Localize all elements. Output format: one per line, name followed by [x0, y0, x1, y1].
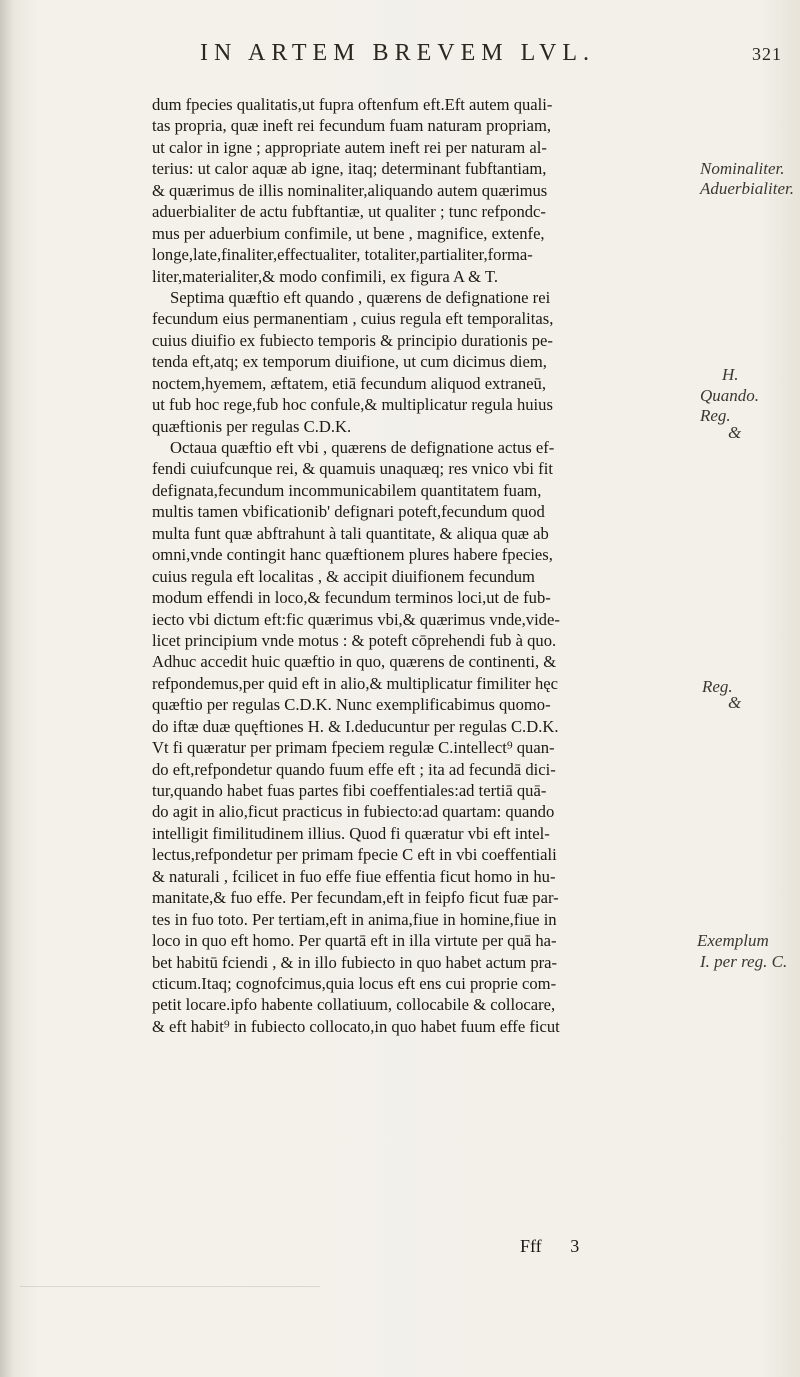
text-line: quæftio per regulas C.D.K. Nunc exemplificabimus quomo- — [152, 695, 551, 715]
gutter-shadow — [0, 0, 14, 1377]
text-line: Adhuc accedit huic quæftio in quo, quærens de continenti, & — [152, 652, 557, 672]
text-line: multis tamen vbificationib' defignari poteft,fecundum quod — [152, 502, 545, 522]
page-footer — [520, 1236, 579, 1257]
text-line: fecundum eius permanentiam , cuius regula eft temporalitas, — [152, 309, 554, 329]
text-line: do agit in alio,ficut practicus in fubiecto:ad quartam: quando — [152, 802, 555, 822]
text-line: mus per aduerbium confimile, ut bene , magnifice, extenfe, — [152, 223, 545, 243]
text-line: manitate,& fuo effe. Per fecundam,eft in feipfo ficut fuæ par- — [152, 888, 559, 908]
margin-note: Aduerbialiter. — [700, 179, 794, 198]
text-line: tas propria, quæ ineft rei fecundum fuam naturam propriam, — [152, 116, 552, 136]
text-line: lectus,refpondetur per primam fpecie C eft in vbi coeffentiali — [152, 845, 557, 865]
text-line: & quærimus de illis nominaliter,aliquando autem quærimus — [152, 180, 548, 200]
page-header — [200, 34, 800, 74]
text-line: terius: ut calor aquæ ab igne, itaq; determinant fubftantiam, — [152, 159, 547, 179]
text-line: Septima quæftio eft quando , quærens de defignatione rei — [170, 287, 551, 307]
margin-note: & — [728, 693, 742, 712]
margin-note: & — [728, 423, 742, 442]
margin-note: Exemplum — [697, 931, 769, 950]
text-line: cuius regula eft localitas , & accipit diuifionem fecundum — [152, 566, 535, 586]
text-line: do iftæ duæ quęftiones H. & I.deducuntur per regulas C.D.K. — [152, 716, 559, 736]
text-line: fendi cuiufcunque rei, & quamuis unaquæq; res vnico vbi fit — [152, 459, 553, 479]
text-line: licet principium vnde motus : & poteft cōprehendi fub à quo. — [152, 630, 557, 650]
text-line: cticum.Itaq; cognofcimus,quia locus eft ens cui proprie com- — [152, 973, 557, 993]
text-line: longe,late,finaliter,effectualiter, totaliter,partialiter,forma- — [152, 245, 533, 265]
text-line: bet habitū fciendi , & in illo fubiecto in quo habet actum pra- — [152, 952, 558, 972]
margin-note: Quando. — [700, 386, 760, 405]
text-line: liter,materialiter,& modo confimili, ex figura A & T. — [152, 266, 498, 286]
text-line: & naturali , fcilicet in fuo effe fiue effentia ficut homo in hu- — [152, 866, 556, 886]
margin-note: Nominaliter. — [700, 159, 785, 178]
text-line: loco in quo eft homo. Per quartā eft in illa virtute per quā ha- — [152, 931, 557, 951]
text-line: ut fub hoc rege,fub hoc confule,& multiplicatur regula huius — [152, 395, 553, 415]
text-line: & eft habit⁹ in fubiecto collocato,in quo habet fuum effe ficut — [152, 1016, 560, 1036]
text-line: do eft,refpondetur quando fuum effe eft ; ita ad fecundā dici- — [152, 759, 556, 779]
page-bottom-edge — [20, 1286, 320, 1377]
margin-note: Reg. — [702, 677, 733, 696]
signature-mark: Fff — [520, 1236, 542, 1256]
text-line: cuius diuifio ex fubiecto temporis & principio durationis pe- — [152, 330, 553, 350]
text-line: omni,vnde contingit hanc quæftionem plures habere fpecies, — [152, 545, 553, 565]
running-title: IN ARTEM BREVEM LVL. — [200, 40, 596, 66]
text-line: petit locare.ipfo habente collatiuum, collocabile & collocare, — [152, 995, 556, 1015]
text-line: defignata,fecundum incommunicabilem quantitatem fuam, — [152, 480, 542, 500]
text-line: aduerbialiter de actu fubftantiæ, ut qualiter ; tunc refpondc- — [152, 202, 546, 222]
text-line: Octaua quæftio eft vbi , quærens de defignatione actus ef- — [170, 438, 555, 457]
text-line: modum effendi in loco,& fecundum terminos loci,ut de fub- — [152, 588, 551, 608]
catchword: 3 — [570, 1236, 580, 1256]
margin-note: H. — [722, 365, 739, 384]
text-line: multa funt quæ abftrahunt à tali quantitate, & aliqua quæ ab — [152, 523, 549, 543]
text-line: refpondemus,per quid eft in alio,& multiplicatur fimiliter hęc — [152, 673, 558, 693]
text-line: tur,quando habet fuas partes fibi coeffentiales:ad tertiā quā- — [152, 781, 547, 800]
text-line: quæftionis per regulas C.D.K. — [152, 416, 352, 436]
text-line: tes in fuo toto. Per tertiam,eft in anima,fiue in homine,fiue in — [152, 909, 557, 929]
text-line: tenda eft,atq; ex temporum diuifione, ut cum dicimus diem, — [152, 352, 547, 372]
margin-note: I. per reg. C. — [700, 952, 788, 971]
text-line: ut calor in igne ; appropriate autem ineft rei per naturam al- — [152, 137, 547, 157]
text-line: intelligit fimilitudinem illius. Quod fi quæratur vbi eft intel- — [152, 823, 550, 843]
text-line: noctem,hyemem, æftatem, etiā fecundum aliquod extraneū, — [152, 373, 546, 393]
main-text-block — [152, 94, 694, 1037]
page-number: 321 — [752, 44, 782, 64]
text-line: Vt fi quæratur per primam fpeciem regulæ C.intellect⁹ quan- — [152, 738, 555, 758]
text-line: iecto vbi dictum eft:fic quærimus vbi,& quærimus vnde,vide- — [152, 609, 560, 629]
text-line: dum fpecies qualitatis,ut fupra oftenfum eft.Eft autem quali- — [152, 95, 553, 114]
margin-note: Reg. — [700, 406, 731, 425]
